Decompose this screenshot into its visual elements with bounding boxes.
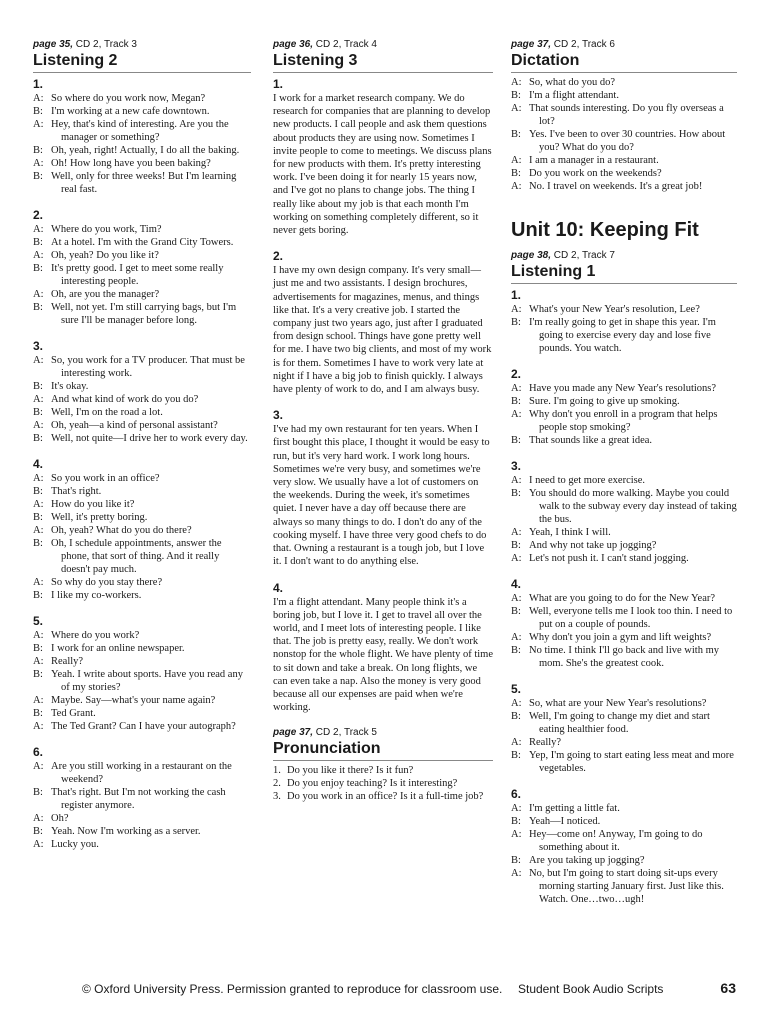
dialogue-line	[511, 605, 737, 631]
copyright-notice: © Oxford University Press. Permission granted to reproduce for classroom use.	[82, 982, 503, 996]
line-text: Well, everyone tells me I look too thin. I need to put on a couple of pounds.	[529, 606, 733, 630]
dialogue-line	[33, 288, 251, 301]
script-item	[511, 288, 737, 355]
dialogue-line	[511, 749, 737, 775]
line-text: Oh, I schedule appointments, answer the phone, that sort of thing. And it really doesn't pay much.	[51, 538, 222, 575]
speaker-label: B:	[511, 129, 521, 140]
column-listening-3	[273, 38, 493, 803]
track-info: page 37, CD 2, Track 5	[273, 727, 377, 739]
speaker-label: A:	[511, 181, 522, 192]
dialogue-line	[33, 720, 251, 733]
track-info: page 37, CD 2, Track 6	[511, 39, 615, 50]
speaker-label: B:	[33, 381, 43, 392]
dialogue-list	[511, 288, 737, 906]
spacer	[511, 670, 737, 678]
pronunciation-list	[273, 764, 493, 803]
dialogue-line	[33, 354, 251, 380]
line-text: I'm getting a little fat.	[529, 803, 620, 814]
dialogue-line	[33, 668, 251, 694]
speaker-label: A:	[511, 383, 522, 394]
line-text: Maybe. Say—what's your name again?	[51, 695, 216, 706]
speaker-label: A:	[511, 829, 522, 840]
line-text: Well, only for three weeks! But I'm learning real fast.	[51, 171, 237, 195]
speaker-label: A:	[33, 473, 44, 484]
dialogue-line	[511, 303, 737, 316]
dialogue-line	[33, 576, 251, 589]
speaker-label: A:	[511, 803, 522, 814]
item-number: 1.	[511, 288, 522, 302]
dialogue-line	[33, 432, 251, 445]
line-text: That's right.	[51, 486, 102, 497]
monologue-text: I work for a market research company. We do research for companies that are planning to develop new products. I call people and ask them questions about products they are using now. Sometimes I invite people to come to meetings. We discuss plans for new products with them. It's pretty interesting work. I've been doing it for nearly 15 years now, and I've got no plans to change jobs. The thing I really like about my job is that each month I'm working on something completely different, so it never gets boring.	[273, 93, 492, 237]
line-text: Well, not yet. I'm still carrying bags, but I'm sure I'll be manager before long.	[51, 302, 237, 326]
speaker-label: B:	[511, 711, 521, 722]
speaker-label: B:	[33, 433, 43, 444]
pronunciation-item	[273, 764, 493, 777]
line-text: I'm really going to get in shape this year. I'm going to exercise every day and lose five pounds. You watch.	[529, 317, 716, 354]
dialogue-line	[33, 393, 251, 406]
speaker-label: A:	[511, 475, 522, 486]
monologue-list	[273, 77, 493, 714]
speaker-label: A:	[33, 525, 44, 536]
monologue-text: I'm a flight attendant. Many people think it's a boring job, but I love it. I get to travel all over the world, and I meet lots of interesting people. I like that. The job is pretty easy, really. We don't work nonstop for the whole flight. We have plenty of time to sit down and take a break. On long flights, we can even take a nap. Also the money is very good because all our expenses are paid when we're working.	[273, 596, 493, 714]
line-text: Oh, are you the manager?	[51, 289, 160, 300]
dialogue-line	[33, 838, 251, 851]
line-text: Really?	[51, 656, 84, 667]
line-text: Well, I'm on the road a lot.	[51, 407, 163, 418]
dialogue-line	[511, 710, 737, 736]
line-text: I like my co-workers.	[51, 590, 142, 601]
speaker-label: A:	[33, 577, 44, 588]
script-item	[33, 614, 251, 733]
speaker-label: A:	[33, 355, 44, 366]
line-text: So, what do you do?	[529, 77, 616, 88]
line-text: It's okay.	[51, 381, 89, 392]
dialogue-line	[511, 408, 737, 434]
dialogue-line	[511, 395, 737, 408]
dialogue-line	[33, 812, 251, 825]
line-text: Oh, yeah? Do you like it?	[51, 250, 159, 261]
item-text: Do you enjoy teaching? Is it interesting?	[287, 778, 458, 790]
line-text: Yeah—I noticed.	[529, 816, 601, 827]
dialogue-line	[33, 707, 251, 720]
speaker-label: B:	[511, 168, 521, 179]
script-item	[511, 787, 737, 906]
speaker-label: A:	[33, 695, 44, 706]
line-text: I need to get more exercise.	[529, 475, 646, 486]
speaker-label: A:	[33, 813, 44, 824]
dialogue-line	[33, 511, 251, 524]
dictation-dialogue	[511, 76, 737, 193]
section-title: Pronunciation	[273, 739, 493, 761]
dialogue-line	[33, 419, 251, 432]
line-text: You should do more walking. Maybe you could walk to the subway every day instead of taking the bus.	[529, 488, 737, 525]
pronunciation-item	[273, 790, 493, 803]
dialogue-line	[33, 262, 251, 288]
line-text: Well, it's pretty boring.	[51, 512, 148, 523]
speaker-label: A:	[511, 632, 522, 643]
dialogue-line	[511, 434, 737, 447]
script-item	[273, 408, 493, 568]
spacer	[33, 602, 251, 610]
dialogue-line	[33, 825, 251, 838]
script-item	[511, 577, 737, 670]
line-text: Yeah, I think I will.	[529, 527, 611, 538]
line-text: Oh, yeah—a kind of personal assistant?	[51, 420, 218, 431]
line-text: No time. I think I'll go back and live with my mom. She's the greatest cook.	[529, 645, 719, 669]
item-number: 4.	[273, 580, 284, 595]
dialogue-line	[33, 760, 251, 786]
speaker-label: A:	[33, 656, 44, 667]
spacer	[33, 327, 251, 335]
script-item	[511, 367, 737, 447]
speaker-label: B:	[33, 145, 43, 156]
item-text: Do you work in an office? Is it a full-time job?	[287, 791, 484, 803]
dialogue-line	[511, 697, 737, 710]
column-dictation-unit10	[511, 38, 737, 906]
dialogue-line	[33, 157, 251, 170]
dialogue-line	[511, 736, 737, 749]
dialogue-line	[33, 144, 251, 157]
item-number: 6.	[33, 745, 44, 759]
dialogue-line	[33, 118, 251, 144]
line-text: Really?	[529, 737, 562, 748]
track-info: page 36, CD 2, Track 4	[273, 39, 377, 50]
line-text: Where do you work, Tim?	[51, 224, 162, 235]
line-text: That sounds interesting. Do you fly overseas a lot?	[529, 103, 724, 127]
item-number: 3.	[273, 408, 284, 423]
column-listening-2	[33, 38, 251, 851]
item-number: 4.	[511, 577, 522, 591]
line-text: Hey—come on! Anyway, I'm going to do something about it.	[529, 829, 703, 853]
script-item	[511, 459, 737, 565]
line-text: I'm working at a new cafe downtown.	[51, 106, 210, 117]
line-text: Well, not quite—I drive her to work every day.	[51, 433, 248, 444]
line-text: It's pretty good. I get to meet some really interesting people.	[51, 263, 224, 287]
item-number: 4.	[33, 457, 44, 471]
line-text: How do you like it?	[51, 499, 135, 510]
line-text: The Ted Grant? Can I have your autograph?	[51, 721, 236, 732]
dialogue-line	[33, 236, 251, 249]
speaker-label: B:	[33, 708, 43, 719]
speaker-label: B:	[33, 643, 43, 654]
dialogue-line	[511, 815, 737, 828]
speaker-label: A:	[511, 304, 522, 315]
track-info: page 35, CD 2, Track 3	[33, 39, 137, 50]
dialogue-line	[511, 154, 737, 167]
speaker-label: A:	[511, 103, 522, 114]
speaker-label: B:	[511, 435, 521, 446]
speaker-label: A:	[33, 420, 44, 431]
script-item	[33, 339, 251, 445]
line-text: Do you work on the weekends?	[529, 168, 662, 179]
dialogue-line	[511, 828, 737, 854]
line-text: Where do you work?	[51, 630, 140, 641]
speaker-label: A:	[511, 527, 522, 538]
dialogue-line	[33, 524, 251, 537]
speaker-label: A:	[33, 250, 44, 261]
dialogue-line	[33, 301, 251, 327]
dialogue-line	[33, 92, 251, 105]
dialogue-line	[511, 180, 737, 193]
dialogue-line	[511, 539, 737, 552]
speaker-label: B:	[33, 106, 43, 117]
speaker-label: A:	[511, 409, 522, 420]
item-number: 5.	[511, 682, 522, 696]
line-text: So why do you stay there?	[51, 577, 163, 588]
line-text: Let's not push it. I can't stand jogging.	[529, 553, 689, 564]
line-text: So where do you work now, Megan?	[51, 93, 206, 104]
line-text: So, what are your New Year's resolutions?	[529, 698, 707, 709]
spacer	[273, 396, 493, 404]
book-section: Student Book Audio Scripts	[518, 982, 664, 996]
script-item	[33, 208, 251, 327]
dialogue-line	[33, 472, 251, 485]
speaker-label: B:	[511, 645, 521, 656]
speaker-label: A:	[33, 119, 44, 130]
speaker-label: A:	[511, 737, 522, 748]
speaker-label: A:	[511, 698, 522, 709]
dialogue-line	[33, 380, 251, 393]
dialogue-list	[33, 77, 251, 851]
item-text: Do you like it there? Is it fun?	[287, 765, 414, 777]
item-number: 1.	[273, 765, 281, 777]
dialogue-line	[33, 589, 251, 602]
speaker-label: B:	[33, 787, 43, 798]
item-number: 2.	[511, 367, 522, 381]
script-item	[273, 249, 493, 396]
line-text: That sounds like a great idea.	[529, 435, 653, 446]
spacer	[511, 565, 737, 573]
dialogue-line	[511, 631, 737, 644]
speaker-label: B:	[33, 302, 43, 313]
dialogue-line	[511, 854, 737, 867]
speaker-label: B:	[511, 396, 521, 407]
line-text: What's your New Year's resolution, Lee?	[529, 304, 700, 315]
monologue-text: I've had my own restaurant for ten years. When I first bought this place, I thought it would be easy to run, but it's very hard work. I work long hours. Sometimes we're very busy, and sometimes we're very slow. We usually have a lot of customers on the weekends. During the week, it's sometimes quiet. I never have a day off because there are always so many things to do. I don't do any of the cooking myself. I have three very good chefs to do that. Owning a restaurant is a tough job, but I love it. I don't want to do anything else.	[273, 424, 490, 568]
section-title: Dictation	[511, 51, 737, 73]
monologue-text: I have my own design company. It's very small—just me and two assistants. I design brochures, advertisements for magazines, menus, and things like that. It's a very creative job. I started the company just two years ago, just after I graduated from design school. Things have gone pretty well for me. I have two big clients, and most of my work is for them. Sometimes I have to work very late at night if I have a big job to finish quickly. I always have plenty of work to do, and I am always busy.	[273, 265, 492, 396]
speaker-label: B:	[33, 486, 43, 497]
line-text: Are you taking up jogging?	[529, 855, 645, 866]
dialogue-line	[33, 105, 251, 118]
dialogue-line	[33, 249, 251, 262]
line-text: Yeah. Now I'm working as a server.	[51, 826, 201, 837]
line-text: Oh, yeah? What do you do there?	[51, 525, 192, 536]
item-number: 5.	[33, 614, 44, 628]
speaker-label: A:	[33, 289, 44, 300]
script-item	[273, 77, 493, 237]
dialogue-line	[511, 802, 737, 815]
item-number: 1.	[273, 77, 284, 91]
speaker-label: B:	[33, 237, 43, 248]
speaker-label: A:	[511, 155, 522, 166]
line-text: That's right. But I'm not working the cash register anymore.	[51, 787, 226, 811]
speaker-label: B:	[511, 540, 521, 551]
line-text: I'm a flight attendant.	[529, 90, 619, 101]
dialogue-line	[511, 382, 737, 395]
dialogue-line	[511, 867, 737, 906]
section-title: Listening 3	[273, 51, 493, 73]
spacer	[273, 569, 493, 577]
item-number: 2.	[33, 208, 44, 222]
speaker-label: B:	[33, 538, 43, 549]
dialogue-line	[33, 786, 251, 812]
dialogue-line	[511, 552, 737, 565]
dialogue-line	[33, 170, 251, 196]
line-text: Oh! How long have you been baking?	[51, 158, 211, 169]
dialogue-line	[33, 406, 251, 419]
spacer	[511, 447, 737, 455]
speaker-label: B:	[511, 488, 521, 499]
dialogue-line	[33, 642, 251, 655]
script-item	[33, 457, 251, 602]
section-title: Listening 2	[33, 51, 251, 73]
dialogue-line	[511, 167, 737, 180]
speaker-label: A:	[511, 593, 522, 604]
speaker-label: A:	[33, 839, 44, 850]
dialogue-line	[33, 485, 251, 498]
script-item	[33, 77, 251, 196]
spacer	[33, 445, 251, 453]
speaker-label: B:	[33, 407, 43, 418]
speaker-label: B:	[33, 512, 43, 523]
dialogue-line	[33, 537, 251, 576]
speaker-label: A:	[33, 224, 44, 235]
dialogue-line	[511, 487, 737, 526]
speaker-label: A:	[511, 77, 522, 88]
script-item	[511, 682, 737, 775]
page-number: 63	[720, 980, 736, 996]
line-text: No, but I'm going to start doing sit-ups every morning starting January first. Just like this. Watch. One…two…ugh!	[529, 868, 724, 905]
line-text: No. I travel on weekends. It's a great job!	[529, 181, 703, 192]
item-number: 3.	[33, 339, 44, 353]
speaker-label: A:	[33, 721, 44, 732]
dialogue-line	[33, 694, 251, 707]
line-text: Yeah. I write about sports. Have you read any of my stories?	[51, 669, 243, 693]
speaker-label: A:	[33, 93, 44, 104]
speaker-label: B:	[33, 669, 43, 680]
item-number: 3.	[511, 459, 522, 473]
speaker-label: B:	[511, 317, 521, 328]
line-text: Yep, I'm going to start eating less meat and more vegetables.	[529, 750, 734, 774]
unit-title: Unit 10: Keeping Fit	[511, 219, 699, 241]
speaker-label: A:	[33, 158, 44, 169]
speaker-label: B:	[511, 750, 521, 761]
spacer	[511, 775, 737, 783]
line-text: Well, I'm going to change my diet and start eating healthier food.	[529, 711, 710, 735]
spacer	[33, 733, 251, 741]
speaker-label: A:	[511, 868, 522, 879]
line-text: Lucky you.	[51, 839, 99, 850]
dialogue-line	[33, 498, 251, 511]
dialogue-line	[511, 474, 737, 487]
line-text: I am a manager in a restaurant.	[529, 155, 659, 166]
speaker-label: A:	[511, 553, 522, 564]
dialogue-line	[33, 629, 251, 642]
line-text: What are you going to do for the New Year?	[529, 593, 716, 604]
line-text: Why don't you enroll in a program that helps people stop smoking?	[529, 409, 718, 433]
speaker-label: B:	[33, 171, 43, 182]
dialogue-line	[511, 592, 737, 605]
dialogue-line	[511, 128, 737, 154]
dialogue-line	[511, 89, 737, 102]
spacer	[33, 196, 251, 204]
line-text: Oh, yeah, right! Actually, I do all the baking.	[51, 145, 240, 156]
item-number: 2.	[273, 778, 281, 790]
line-text: Oh?	[51, 813, 69, 824]
line-text: Yes. I've been to over 30 countries. How about you? What do you do?	[529, 129, 726, 153]
speaker-label: B:	[511, 90, 521, 101]
line-text: So, you work for a TV producer. That must be interesting work.	[51, 355, 245, 379]
speaker-label: B:	[511, 855, 521, 866]
line-text: I work for an online newspaper.	[51, 643, 185, 654]
script-item	[33, 745, 251, 851]
item-number: 6.	[511, 787, 522, 801]
line-text: Sure. I'm going to give up smoking.	[529, 396, 680, 407]
dialogue-line	[511, 644, 737, 670]
dialogue-line	[511, 76, 737, 89]
dialogue-line	[511, 316, 737, 355]
speaker-label: A:	[33, 394, 44, 405]
spacer	[511, 355, 737, 363]
dialogue-line	[33, 223, 251, 236]
dialogue-line	[511, 526, 737, 539]
spacer	[273, 237, 493, 245]
item-number: 3.	[273, 791, 281, 803]
line-text: And what kind of work do you do?	[51, 394, 199, 405]
speaker-label: B:	[33, 590, 43, 601]
item-number: 1.	[33, 77, 44, 91]
pronunciation-item	[273, 777, 493, 790]
line-text: At a hotel. I'm with the Grand City Towers.	[51, 237, 234, 248]
line-text: Are you still working in a restaurant on the weekend?	[51, 761, 232, 785]
speaker-label: B:	[511, 606, 521, 617]
line-text: Have you made any New Year's resolutions?	[529, 383, 717, 394]
line-text: And why not take up jogging?	[529, 540, 657, 551]
script-item	[273, 581, 493, 715]
speaker-label: B:	[33, 263, 43, 274]
line-text: So you work in an office?	[51, 473, 160, 484]
section-title: Listening 1	[511, 262, 737, 284]
line-text: Hey, that's kind of interesting. Are you the manager or something?	[51, 119, 229, 143]
dialogue-line	[511, 102, 737, 128]
track-info: page 38, CD 2, Track 7	[511, 250, 615, 261]
speaker-label: B:	[511, 816, 521, 827]
item-number: 2.	[273, 249, 284, 264]
speaker-label: A:	[33, 499, 44, 510]
speaker-label: A:	[33, 761, 44, 772]
speaker-label: A:	[33, 630, 44, 641]
speaker-label: B:	[33, 826, 43, 837]
line-text: Why don't you join a gym and lift weights?	[529, 632, 712, 643]
line-text: Ted Grant.	[51, 708, 96, 719]
dialogue-line	[33, 655, 251, 668]
